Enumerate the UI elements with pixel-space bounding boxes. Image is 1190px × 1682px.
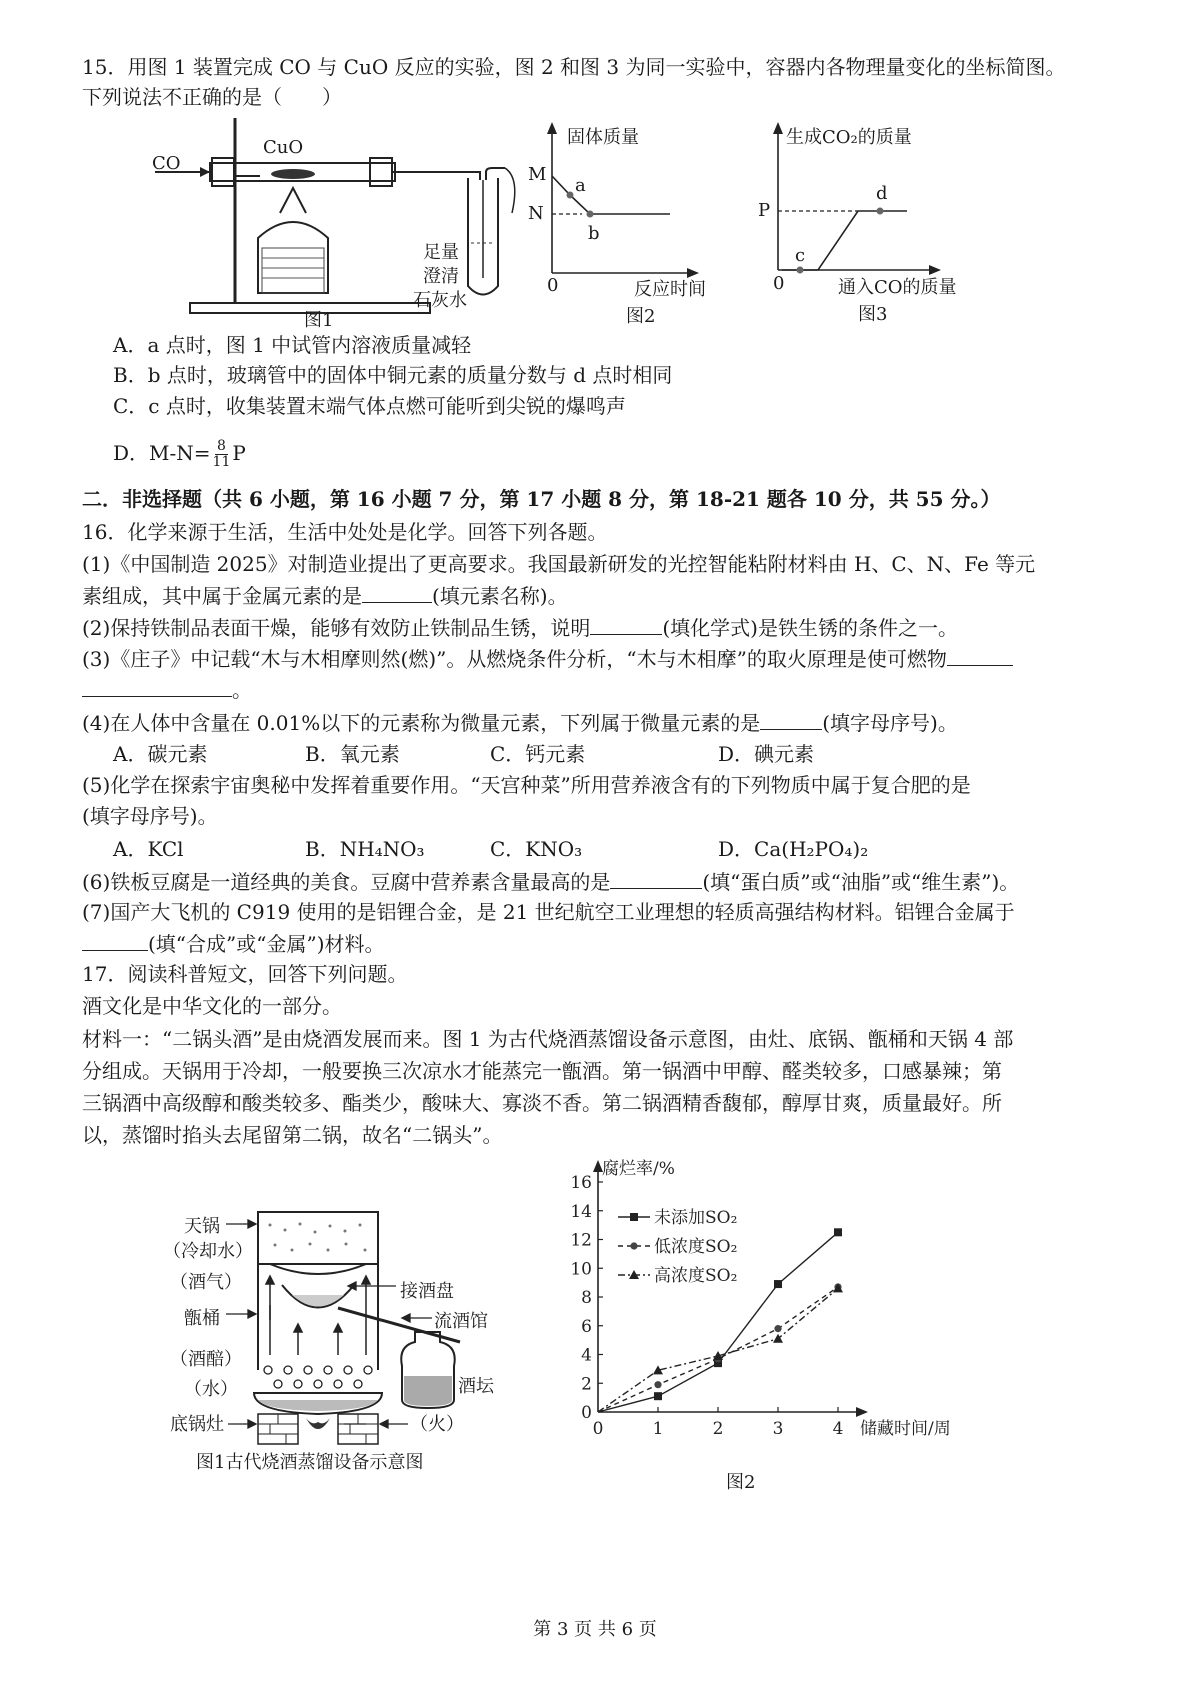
- y-tick-label: 0: [581, 1403, 592, 1423]
- q16-p4-hint: (填字母序号)。: [822, 711, 958, 735]
- q16-p5-option-d: D．Ca(H₂PO₄)₂: [718, 837, 869, 861]
- q15-option-d-fraction: [213, 439, 231, 470]
- fig2-xlabel: 反应时间: [634, 279, 706, 300]
- q16-p3-line2: [82, 674, 252, 705]
- y-tick-label: 12: [570, 1230, 592, 1251]
- q15-option-c: C．c 点时，收集装置末端气体点燃可能听到尖锐的爆鸣声: [113, 394, 626, 418]
- x-tick-label: 4: [832, 1419, 844, 1439]
- q16-p6-text: (6)铁板豆腐是一道经典的美食。豆腐中营养素含量最高的是: [82, 870, 611, 894]
- q16-p1-hint: (填元素名称)。: [432, 584, 568, 608]
- q15-stem-line2: 下列说法不正确的是（ ）: [82, 85, 342, 109]
- series-line: [598, 1232, 838, 1412]
- fig3-caption: 图3: [858, 304, 888, 325]
- fig2-n-label: N: [528, 203, 544, 224]
- q17-material1-line1: 材料一：“二锅头酒”是由烧酒发展而来。图 1 为古代烧酒蒸馏设备示意图，由灶、底锅、甑桶和天锅 4 部: [82, 1027, 1014, 1051]
- q16-p4-text: (4)在人体中含量在 0.01%以下的元素称为微量元素，下列属于微量元素的是: [82, 711, 761, 735]
- data-point: [654, 1381, 661, 1388]
- data-point: [834, 1228, 842, 1236]
- fig3-point-d: d: [876, 183, 888, 204]
- legend-label: 低浓度SO₂: [654, 1237, 738, 1257]
- x-tick-label: 2: [712, 1419, 724, 1439]
- fig17-diguozao-label: 底锅灶: [170, 1414, 224, 1435]
- data-point: [773, 1334, 783, 1343]
- fig17-liujiuguan-label: 流酒馆: [434, 1311, 488, 1332]
- q16-p1-line1: (1)《中国制造 2025》对制造业提出了更高要求。我国最新研发的光控智能粘附材料由 H、C、N、Fe 等元: [82, 552, 1036, 576]
- q16-p7-line1: (7)国产大飞机的 C919 使用的是铝锂合金，是 21 世纪航空工业理想的轻质高强结构材料。铝锂合金属于: [82, 900, 1015, 924]
- fig3-origin: 0: [773, 273, 785, 294]
- data-point: [774, 1280, 782, 1288]
- fig1-limewater-line3: 石灰水: [413, 290, 467, 311]
- fig2-point-b: b: [588, 223, 600, 244]
- fig17-jiupei-label: （酒醅）: [170, 1349, 242, 1370]
- q16-p4-answer-blank[interactable]: [760, 707, 822, 730]
- q16-p3-end: 。: [232, 678, 252, 702]
- section2-heading: 二．非选择题（共 6 小题，第 16 小题 7 分，第 17 小题 8 分，第 18-21 题各 10 分，共 55 分。）: [82, 487, 1001, 511]
- q16-p5-option-a: A．KCl: [113, 837, 184, 861]
- fig17-jiutan-label: 酒坛: [458, 1376, 494, 1397]
- q16-p4-line: [82, 707, 958, 738]
- q15-stem-line1: 15．用图 1 装置完成 CO 与 CuO 反应的实验，图 2 和图 3 为同一实验中，容器内各物理量变化的坐标简图。: [82, 55, 1066, 79]
- q16-p4-option-b: B．氧元素: [305, 742, 400, 766]
- fig17-tianguo-label: 天锅: [184, 1216, 220, 1237]
- q16-p3-answer-blank-a[interactable]: [947, 643, 1013, 666]
- q16-p5-line1: (5)化学在探索宇宙奥秘中发挥着重要作用。“天宫种菜”所用营养液含有的下列物质中属于复合肥的是: [82, 773, 971, 797]
- q15-apparatus-figure: [150, 118, 520, 353]
- q16-p4-option-c: C．钙元素: [490, 742, 586, 766]
- y-tick-label: 16: [570, 1173, 592, 1193]
- data-point: [833, 1283, 843, 1292]
- fig17-water-label: （水）: [184, 1379, 238, 1400]
- x-tick-label: 0: [592, 1419, 604, 1439]
- q16-p3-line1: [82, 643, 1013, 674]
- fig17-zengtong-label: 甑桶: [184, 1308, 220, 1329]
- page-footer: 第 3 页 共 6 页: [533, 1619, 657, 1640]
- q17-material1-line3: 三锅酒中高级醇和酸类较多、酯类少，酸味大、寡淡不香。第二锅酒精香馥郁，醇厚甘爽，质量最好。所: [82, 1091, 1002, 1115]
- legend-marker: [630, 1213, 638, 1221]
- q16-p7-answer-blank[interactable]: [82, 928, 148, 951]
- series-line: [598, 1288, 838, 1412]
- fig1-cuo-label: CuO: [263, 137, 304, 158]
- q17-material1-line2: 分组成。天锅用于冷却，一般要换三次凉水才能蒸完一甑酒。第一锅酒中甲醇、醛类较多，口感暴辣；第: [82, 1059, 1002, 1083]
- q17-intro: 酒文化是中华文化的一部分。: [82, 994, 342, 1018]
- q16-p2-hint: (填化学式)是铁生锈的条件之一。: [662, 616, 958, 640]
- fig1-limewater-line1: 足量: [423, 242, 459, 263]
- q16-p3-text: (3)《庄子》中记载“木与木相摩则然(燃)”。从燃烧条件分析，“木与木相摩”的取火原理是使可燃物: [82, 647, 947, 671]
- legend-label: 未添加SO₂: [654, 1208, 738, 1228]
- q15-option-b: B．b 点时，玻璃管中的固体中铜元素的质量分数与 d 点时相同: [113, 363, 673, 387]
- data-point: [654, 1392, 662, 1400]
- q16-p6-answer-blank[interactable]: [610, 866, 702, 889]
- fig3-xlabel: 通入CO的质量: [838, 277, 957, 298]
- fig2-ylabel: 固体质量: [567, 127, 639, 148]
- x-axis-label: 储藏时间/周: [860, 1419, 951, 1439]
- fraction-numerator: 8: [216, 438, 226, 454]
- fig17-jiejiupan-label: 接酒盘: [400, 1281, 454, 1302]
- fig1-caption: 图1: [304, 310, 334, 331]
- legend-label: 高浓度SO₂: [654, 1266, 738, 1286]
- fig2-m-label: M: [528, 164, 547, 185]
- y-tick-label: 8: [581, 1288, 592, 1308]
- q16-p7-line2: [82, 928, 385, 959]
- fig3-p-label: P: [758, 200, 771, 221]
- q16-p6-hint: (填“蛋白质”或“油脂”或“维生素”)。: [702, 870, 1020, 894]
- q16-p2-answer-blank[interactable]: [590, 612, 662, 635]
- fig2-point-a: a: [575, 175, 586, 196]
- q16-p2-text: (2)保持铁制品表面干燥，能够有效防止铁制品生锈，说明: [82, 616, 591, 640]
- q16-p1-line2: [82, 580, 568, 611]
- q17-material1-line4: 以，蒸馏时掐头去尾留第二锅，故名“二锅头”。: [82, 1123, 503, 1147]
- q16-p4-option-d: D．碘元素: [718, 742, 815, 766]
- q16-p4-option-a: A．碳元素: [113, 742, 208, 766]
- fig3-point-c: c: [795, 245, 806, 266]
- y-axis-label: 腐烂率/%: [602, 1159, 675, 1179]
- q16-p5-option-b: B．NH₄NO₃: [305, 837, 425, 861]
- series-line: [598, 1287, 838, 1412]
- legend-marker: [630, 1242, 637, 1249]
- q16-p7-hint: (填“合成”或“金属”)材料。: [148, 932, 385, 956]
- fig17-fire-label: （火）: [410, 1414, 464, 1435]
- fraction-denominator: 11: [212, 454, 231, 470]
- x-tick-label: 3: [772, 1419, 784, 1439]
- y-tick-label: 4: [581, 1345, 592, 1366]
- q16-p1-answer-blank[interactable]: [362, 580, 432, 603]
- fig1-co-label: CO: [152, 153, 181, 174]
- q15-option-d-suffix: P: [232, 441, 246, 465]
- x-axis-arrow: [856, 1407, 868, 1417]
- fig2-caption: 图2: [626, 306, 656, 327]
- q16-p5-option-c: C．KNO₃: [490, 837, 583, 861]
- fig17-cooling-label: （冷却水）: [163, 1241, 253, 1262]
- fig17-caption: 图1古代烧酒蒸馏设备示意图: [196, 1452, 424, 1473]
- q16-p1-text: 素组成，其中属于金属元素的是: [82, 584, 362, 608]
- y-tick-label: 14: [570, 1201, 592, 1222]
- q16-p6-line: [82, 866, 1019, 897]
- q15-option-d-prefix: D．M-N=: [113, 441, 211, 465]
- y-tick-label: 10: [570, 1259, 592, 1280]
- q16-p2-line: [82, 612, 958, 643]
- q17-spoilage-chart: [560, 1150, 1000, 1470]
- q15-option-a: A．a 点时，图 1 中试管内溶液质量减轻: [113, 333, 472, 357]
- chart-caption: 图2: [726, 1472, 756, 1493]
- q15-option-d: [113, 438, 246, 470]
- y-tick-label: 6: [581, 1316, 592, 1337]
- q16-stem: 16．化学来源于生活，生活中处处是化学。回答下列各题。: [82, 520, 608, 544]
- fig3-ylabel: 生成CO₂的质量: [786, 127, 912, 148]
- fig2-origin: 0: [547, 275, 559, 296]
- fig1-limewater-line2: 澄清: [423, 266, 459, 287]
- fig17-vapor-label: （酒气）: [170, 1272, 242, 1293]
- q16-p5-line2: (填字母序号)。: [82, 804, 218, 828]
- q16-p3-answer-blank-b[interactable]: [82, 674, 232, 697]
- data-point: [774, 1325, 781, 1332]
- y-tick-label: 2: [581, 1374, 592, 1395]
- q17-stem: 17．阅读科普短文，回答下列问题。: [82, 962, 408, 986]
- x-tick-label: 1: [652, 1419, 664, 1439]
